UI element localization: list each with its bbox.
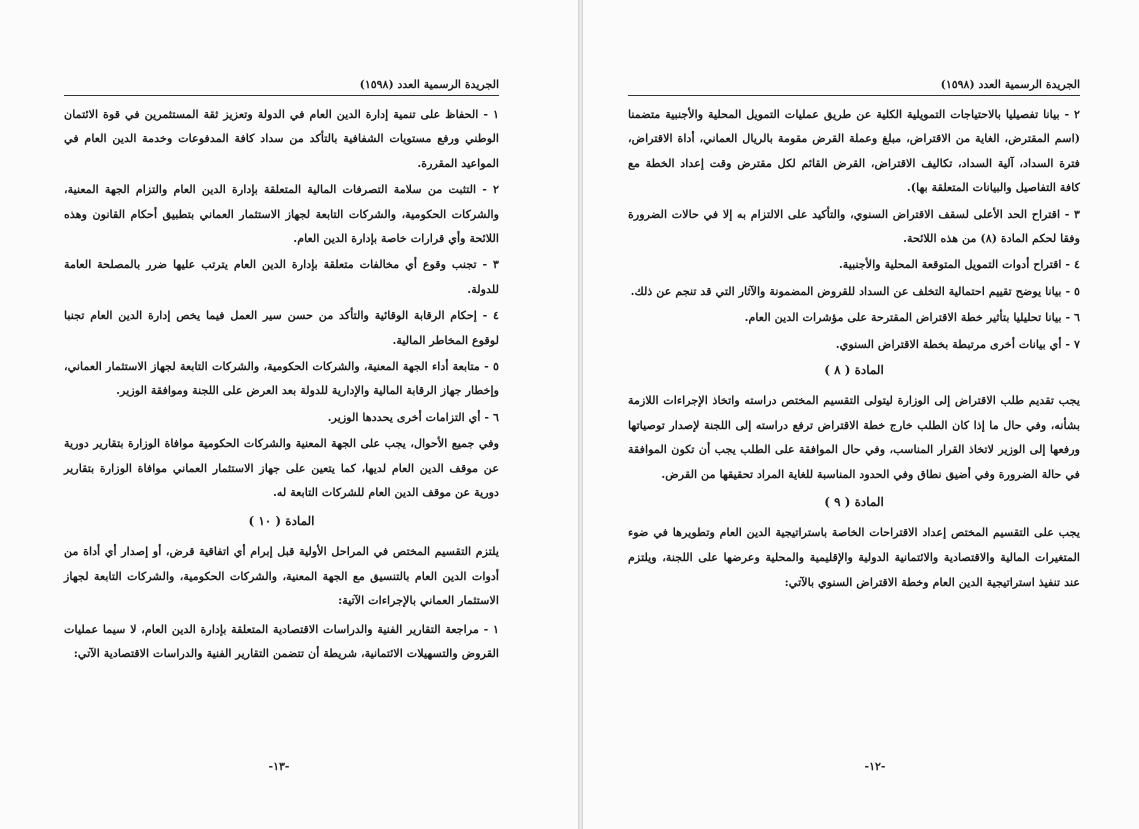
clause-6: ٦ - أي التزامات أخرى يحددها الوزير.: [327, 409, 499, 424]
page-right-content: [628, 78, 1080, 598]
page-right: [583, 0, 1139, 829]
clause-5-right: ٥ - بيانا يوضح تقييم احتمالية التخلف عن السداد للقروض المضمونة والآثار التي قد تنجم عن ذلك.: [630, 283, 1080, 298]
clause-1: ١ - الحفاظ على تنمية إدارة الدين العام في الدولة وتعزيز ثقة المستثمرين في قوة الائتمان الوطني ورفع مستويات الشفافية بالتأكد من سداد كافة المدفوعات وخدمة الدين العام في المواعيد المقررة.: [64, 107, 499, 170]
article-8-paragraph: يجب تقديم طلب الاقتراض إلى الوزارة ليتولى التقسيم المختص دراسته واتخاذ الإجراءات اللازمة بشأنه، وفي حال ما إذا كان الطلب خارج خطة الاقتراض ترفع دراسته إلى اللجنة لإصدار توصياتها ورفعها إلى الوزير لاتخاذ القرار المناسب، وفي حال الموافقة على الطلب يجب أن تكون الموافقة في حالة الضرورة وفي أضيق نطاق وفي الحدود المناسبة للغاية المراد تحقيقها من القرض.: [628, 393, 1080, 481]
clause-2: ٢ - التثبت من سلامة التصرفات المالية المتعلقة بإدارة الدين العام والتزام الجهة المعنية، والشركات الحكومية، والشركات التابعة لجهاز الاستثمار العماني بتطبيق أحكام القانون وهذه اللائحة وأي قرارات خاصة بإدارة الدين العام.: [64, 182, 499, 246]
clause-3: ٣ - تجنب وقوع أي مخالفات متعلقة بإدارة الدين العام يترتب عليها ضرر بالمصلحة العامة للدولة.: [64, 257, 499, 296]
running-header-left: الجريدة الرسمية العدد (١٥٩٨): [64, 78, 499, 96]
general-paragraph: وفي جميع الأحوال، يجب على الجهة المعنية والشركات الحكومية موافاة الوزارة بتقارير دورية عن موقف الدين العام لديها، كما يتعين على جهاز الاستثمار العماني موافاة الوزارة بتقارير دورية عن موقف الدين العام للشركات التابعة له.: [64, 436, 499, 500]
clause-2-right: ٢ - بيانا تفصيليا بالاحتياجات التمويلية الكلية عن طريق عمليات التمويل المحلية والأجنبية متضمنا (اسم المقترض، الغاية من الاقتراض، مبلغ وعملة القرض مقومة بالريال العماني، أداة الاقتراض، فترة السداد، آلية السداد، تكاليف الاقتراض، القرض القائم لكل مقترض وقت إعداد الخطة مع كافة التفاصيل والبيانات المتعلقة بها).: [628, 107, 1080, 195]
clause-7-right: ٧ - أي بيانات أخرى مرتبطة بخطة الاقتراض السنوي.: [835, 336, 1080, 351]
article-10-paragraph: يلتزم التقسيم المختص في المراحل الأولية قبل إبرام أي اتفاقية قرض، أو إصدار أي أداة من أدوات الدين العام بالتنسيق مع الجهة المعنية، والشركات الحكومية، والشركات التابعة لجهاز الاستثمار العماني بالإجراءات الآتية:: [64, 544, 499, 608]
clause-4: ٤ - إحكام الرقابة الوقائية والتأكد من حسن سير العمل فيما يخص إدارة الدين العام تجنبا لوقوع المخاطر المالية.: [64, 308, 499, 347]
clause-6-right: ٦ - بيانا تحليليا بتأثير خطة الاقتراض المقترحة على مؤشرات الدين العام.: [744, 310, 1080, 325]
article-8-title: المادة ( ٨ ): [824, 363, 884, 378]
article-9-title: المادة ( ٩ ): [824, 495, 884, 510]
article-9-paragraph: يجب على التقسيم المختص إعداد الاقتراحات الخاصة باستراتيجية الدين العام وتطويرها في ضوء المتغيرات المالية والاقتصادية والائتمانية الدولية والإقليمية والمحلية وعرضها على اللجنة، ويلتزم عند تنفيذ استراتيجية الدين العام وخطة الاقتراض السنوي بالآتي:: [628, 525, 1080, 589]
clause-5: ٥ - متابعة أداء الجهة المعنية، والشركات الحكومية، والشركات التابعة لجهاز الاستثمار العماني، وإخطار جهاز الرقابة المالية والإدارية للدولة بعد العرض على اللجنة وموافقة الوزير.: [64, 359, 499, 398]
clause-4-right: ٤ - اقتراح أدوات التمويل المتوقعة المحلية والأجنبية.: [838, 257, 1080, 272]
article-10-title: المادة ( ١٠ ): [248, 514, 315, 529]
page-number-left: -١٣-: [268, 760, 290, 773]
clause-3-right: ٣ - اقتراح الحد الأعلى لسقف الاقتراض السنوي، والتأكيد على الالتزام به إلا في حالات الضرورة وفقا لحكم المادة (٨) من هذه اللائحة.: [628, 206, 1080, 246]
running-header-right: الجريدة الرسمية العدد (١٥٩٨): [628, 78, 1080, 96]
page-number-right: -١٢-: [864, 760, 886, 773]
page-left-content: [64, 78, 499, 668]
article-10-clause-1: ١ - مراجعة التقارير الفنية والدراسات الاقتصادية المتعلقة بإدارة الدين العام، لا سيما عمليات القروض والتسهيلات الائتمانية، شريطة أن تتضمن التقارير الفنية والدراسات الاقتصادية الآتي:: [64, 621, 499, 661]
